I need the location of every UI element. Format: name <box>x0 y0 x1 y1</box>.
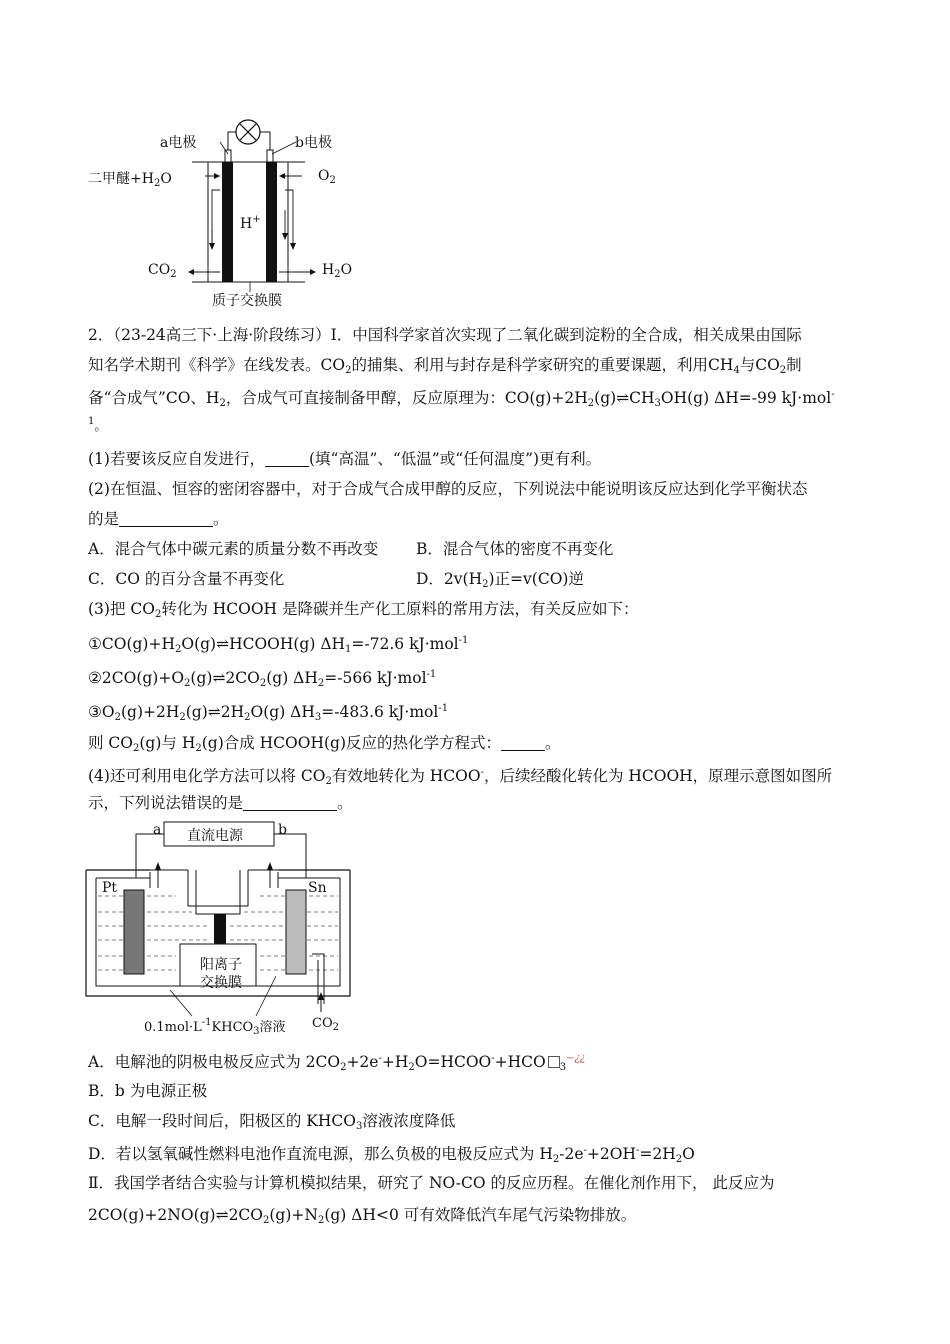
reaction-1: $①CO(g)+H_2O(g)\rightleftharpoons HCOOH(g)$ $\Delta H_1=-72.6$ kJ·mol$^{-1}$ <box>88 635 469 655</box>
q2-line2: 知名学术期刊《科学》在线发表。$CO_2$的捕集、利用与封存是科学家研究的重要课题，利用$CH_4$与$CO_2$制 <box>88 356 802 376</box>
option-D[interactable]: D．$2v(H_2)$正=v(CO)逆 <box>416 570 584 590</box>
reaction-2: $②2CO(g)+O_2(g)\rightleftharpoons 2CO_2(g)$ $\Delta H_2=-566$ kJ·mol$^{-1}$ <box>88 669 437 689</box>
label-terminal-b: b <box>278 822 287 838</box>
label-membrane: 质子交换膜 <box>212 293 282 309</box>
blank-2[interactable] <box>119 512 213 527</box>
sub-question-3-ask: 则 $CO_2(g)$与 $H_2(g)$合成 HCOOH(g)反应的热化学方程式： 。 <box>88 734 561 754</box>
sub-question-4-cont: 示，下列说法错误的是 。 <box>88 794 353 812</box>
q2-line4: $^1$。 <box>88 416 108 434</box>
label-solution: $0.1mol\cdot L^{-1}KHCO_3$溶液 <box>144 1017 286 1037</box>
blank-3[interactable] <box>501 736 545 751</box>
option-A[interactable]: A．混合气体中碳元素的质量分数不再改变 <box>88 540 379 558</box>
label-membrane-2: 交换膜 <box>200 975 242 991</box>
reaction-3: $③O_2(g)+2H_2(g)\rightleftharpoons 2H_2O(g)$ $\Delta H_3=-483.6$ kJ·mol$^{-1}$ <box>88 703 449 723</box>
answer-A[interactable]: A．电解池的阴极电极反应式为 $2CO_2+2e^-+H_2O=HCOO^-+HCO$ $_3$−¿¿ <box>88 1053 586 1073</box>
sub-question-2-cont: 的是 。 <box>88 510 229 528</box>
label-right-outlet: $H_2O$ <box>322 262 353 280</box>
label-power-source: 直流电源 <box>187 828 243 844</box>
sub-question-4: (4)还可利用电化学方法可以将 $CO_2$有效地转化为 HCOO-，后续经酸化转化为 HCOOH，原理示意图如图所 <box>88 767 833 787</box>
option-C[interactable]: C．CO 的百分含量不再变化 <box>88 570 285 588</box>
part2-line2: $2CO(g)+2NO(g)\rightleftharpoons 2CO_2(g)+N_2(g)$ ΔH<0 可有效降低汽车尾气污染物排放。 <box>88 1206 637 1226</box>
blank-1[interactable] <box>265 452 309 467</box>
sub-question-2: (2)在恒温、恒容的密闭容器中，对于合成气合成甲醇的反应，下列说法中能说明该反应达到化学平衡状态 <box>88 480 808 498</box>
q2-line1: 2．（23-24高三下·上海·阶段练习）I．中国科学家首次实现了二氧化碳到淀粉的全合成，相关成果由国际 <box>88 326 802 344</box>
fuel-cell-diagram <box>80 110 380 310</box>
electrolysis-diagram <box>80 820 370 1038</box>
label-right-inlet: $O_2$ <box>318 168 336 186</box>
electrode-b <box>266 162 277 282</box>
option-B[interactable]: B．混合气体的密度不再变化 <box>416 540 614 558</box>
q2-line3: 备“合成气”CO、$H_2$，合成气可直接制备甲醇，反应原理为：$CO(g)+2H_2(g)\rightleftharpoons CH_3OH(g)$ ΔH=-99 kJ·mol- <box>88 389 835 409</box>
electrode-a <box>222 162 233 282</box>
pt-electrode <box>124 890 144 974</box>
label-left-inlet: 二甲醚$+H_2O$ <box>88 171 172 189</box>
fuel-cell-svg <box>80 110 380 310</box>
answer-D[interactable]: D．若以氢氧碱性燃料电池作直流电源，那么负极的电极反应式为 $H_2-2e^-+2OH^-=2H_2O$ <box>88 1145 695 1165</box>
label-left-outlet: $CO_2$ <box>148 262 177 280</box>
label-terminal-a: a <box>153 822 162 838</box>
label-a-electrode: a电极 <box>160 135 197 151</box>
label-membrane-1: 阳离子 <box>200 957 242 973</box>
label-proton: H+ <box>240 214 261 232</box>
sn-electrode <box>286 890 306 974</box>
label-co2-inlet: $CO_2$ <box>312 1016 339 1033</box>
sub-question-1: (1)若要该反应自发进行， (填“高温”、“低温”或“任何温度”)更有利。 <box>88 450 602 468</box>
part2-line1: Ⅱ．我国学者结合实验与计算机模拟结果，研究了 NO-CO 的反应历程。在催化剂作用下， 此反应为 <box>88 1174 775 1192</box>
answer-B[interactable]: B．b 为电源正极 <box>88 1082 208 1100</box>
label-b-electrode: b电极 <box>295 135 332 151</box>
label-sn: Sn <box>308 880 327 896</box>
cation-exchange-membrane <box>214 914 226 944</box>
missing-glyph-icon <box>548 1056 560 1068</box>
electrolysis-svg <box>80 820 370 1038</box>
blank-4[interactable] <box>243 796 337 811</box>
answer-C[interactable]: C．电解一段时间后，阳极区的 $KHCO_3$溶液浓度降低 <box>88 1112 456 1132</box>
sub-question-3: (3)把 $CO_2$转化为 HCOOH 是降碳并生产化工原料的常用方法，有关反应如下： <box>88 600 639 620</box>
label-pt: Pt <box>102 880 118 896</box>
